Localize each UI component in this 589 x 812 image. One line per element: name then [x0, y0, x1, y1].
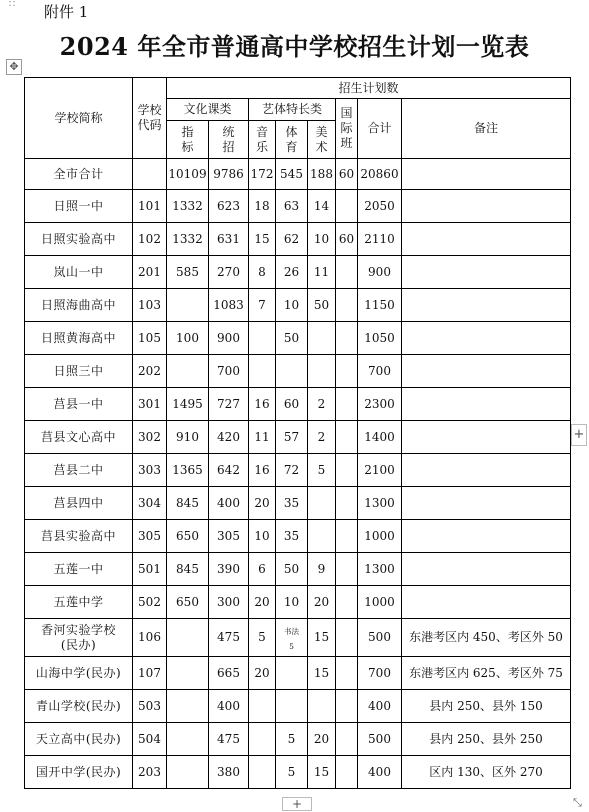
- cell-music: 18: [249, 190, 276, 223]
- drag-handle-icon[interactable]: ∷: [9, 0, 17, 10]
- cell-quota: 650: [167, 520, 209, 553]
- cell-music: 16: [249, 454, 276, 487]
- cell-remarks: [402, 520, 571, 553]
- cell-quota: [167, 756, 209, 789]
- table-row: [25, 756, 571, 789]
- cell-school-code: 106: [133, 619, 167, 657]
- cell-intl: [336, 723, 358, 756]
- cell-quota: [167, 355, 209, 388]
- cell-fine-arts: 2: [308, 421, 336, 454]
- cell-music: 172: [249, 159, 276, 190]
- cell-unified: 700: [209, 355, 249, 388]
- cell-school-name: 岚山一中: [25, 256, 133, 289]
- cell-remarks: [402, 223, 571, 256]
- cell-fine-arts: 9: [308, 553, 336, 586]
- cell-school-name: 日照一中: [25, 190, 133, 223]
- table-move-icon[interactable]: ✥: [6, 59, 22, 75]
- cell-quota: [167, 289, 209, 322]
- cell-school-name: 青山学校(民办): [25, 690, 133, 723]
- cell-intl: [336, 487, 358, 520]
- cell-sports: 26: [276, 256, 308, 289]
- cell-total: 1300: [358, 487, 402, 520]
- cell-fine-arts: [308, 520, 336, 553]
- cell-intl: [336, 586, 358, 619]
- cell-fine-arts: 15: [308, 657, 336, 690]
- cell-sports: [276, 690, 308, 723]
- cell-remarks: [402, 553, 571, 586]
- cell-school-name: 五莲中学: [25, 586, 133, 619]
- cell-fine-arts: 10: [308, 223, 336, 256]
- cell-school-code: [133, 159, 167, 190]
- cell-quota: [167, 690, 209, 723]
- cell-unified: 665: [209, 657, 249, 690]
- cell-sports: 50: [276, 553, 308, 586]
- table-row: [25, 322, 571, 355]
- cell-remarks: 区内 130、区外 270: [402, 756, 571, 789]
- cell-music: [249, 690, 276, 723]
- table-row: [25, 355, 571, 388]
- cell-unified: 1083: [209, 289, 249, 322]
- cell-sports: [276, 355, 308, 388]
- cell-music: [249, 723, 276, 756]
- cell-remarks: [402, 421, 571, 454]
- cell-school-code: 202: [133, 355, 167, 388]
- cell-quota: 1365: [167, 454, 209, 487]
- cell-fine-arts: 20: [308, 723, 336, 756]
- header-unified: 统 招: [209, 121, 249, 159]
- cell-quota: 1332: [167, 190, 209, 223]
- cell-unified: 642: [209, 454, 249, 487]
- cell-school-code: 501: [133, 553, 167, 586]
- cell-total: 400: [358, 756, 402, 789]
- cell-sports: 60: [276, 388, 308, 421]
- header-remarks: 备注: [402, 99, 571, 159]
- cell-school-code: 302: [133, 421, 167, 454]
- cell-quota: 1332: [167, 223, 209, 256]
- cell-intl: 60: [336, 159, 358, 190]
- cell-fine-arts: 2: [308, 388, 336, 421]
- cell-school-name: 香河实验学校 (民办): [25, 619, 133, 657]
- table-body: [25, 159, 571, 789]
- header-school-code: 学校 代码: [133, 78, 167, 159]
- cell-quota: 585: [167, 256, 209, 289]
- cell-music: 20: [249, 487, 276, 520]
- cell-school-name: 日照海曲高中: [25, 289, 133, 322]
- cell-intl: 60: [336, 223, 358, 256]
- cell-fine-arts: 50: [308, 289, 336, 322]
- table-row: [25, 190, 571, 223]
- cell-unified: 631: [209, 223, 249, 256]
- cell-unified: 380: [209, 756, 249, 789]
- cell-music: [249, 355, 276, 388]
- cell-intl: [336, 657, 358, 690]
- cell-intl: [336, 756, 358, 789]
- cell-fine-arts: [308, 322, 336, 355]
- cell-sports: 5: [276, 723, 308, 756]
- cell-total: 2100: [358, 454, 402, 487]
- cell-music: [249, 322, 276, 355]
- cell-school-name: 莒县文心高中: [25, 421, 133, 454]
- table-row: [25, 619, 571, 657]
- table-resize-icon[interactable]: ⤡: [573, 796, 582, 809]
- cell-school-code: 101: [133, 190, 167, 223]
- cell-fine-arts: 11: [308, 256, 336, 289]
- table-row: [25, 553, 571, 586]
- table-row: [25, 520, 571, 553]
- cell-school-code: 304: [133, 487, 167, 520]
- cell-school-name: 日照三中: [25, 355, 133, 388]
- header-intl: 国 际 班: [336, 99, 358, 159]
- cell-remarks: [402, 388, 571, 421]
- cell-remarks: 县内 250、县外 150: [402, 690, 571, 723]
- cell-fine-arts: [308, 355, 336, 388]
- cell-school-name: 山海中学(民办): [25, 657, 133, 690]
- cell-unified: 900: [209, 322, 249, 355]
- table-row: [25, 454, 571, 487]
- cell-music: 15: [249, 223, 276, 256]
- cell-sports: 10: [276, 586, 308, 619]
- cell-total: 400: [358, 690, 402, 723]
- cell-remarks: [402, 256, 571, 289]
- header-quota: 指 标: [167, 121, 209, 159]
- cell-school-name: 全市合计: [25, 159, 133, 190]
- cell-unified: 400: [209, 487, 249, 520]
- page-title: 2024 年全市普通高中学校招生计划一览表: [59, 32, 530, 61]
- header-music: 音 乐: [249, 121, 276, 159]
- cell-music: 5: [249, 619, 276, 657]
- cell-school-name: 日照实验高中: [25, 223, 133, 256]
- cell-sports: 72: [276, 454, 308, 487]
- cell-intl: [336, 256, 358, 289]
- cell-intl: [336, 454, 358, 487]
- cell-intl: [336, 289, 358, 322]
- cell-school-code: 201: [133, 256, 167, 289]
- cell-remarks: [402, 289, 571, 322]
- cell-intl: [336, 690, 358, 723]
- cell-remarks: 东港考区内 625、考区外 75: [402, 657, 571, 690]
- cell-quota: [167, 723, 209, 756]
- cell-total: 1000: [358, 586, 402, 619]
- cell-intl: [336, 355, 358, 388]
- add-column-button[interactable]: +: [571, 424, 587, 446]
- cell-intl: [336, 520, 358, 553]
- cell-school-name: 莒县四中: [25, 487, 133, 520]
- cell-music: 20: [249, 657, 276, 690]
- cell-quota: 650: [167, 586, 209, 619]
- cell-unified: 270: [209, 256, 249, 289]
- table-row: [25, 690, 571, 723]
- cell-unified: 475: [209, 619, 249, 657]
- cell-school-code: 105: [133, 322, 167, 355]
- cell-school-name: 日照黄海高中: [25, 322, 133, 355]
- cell-unified: 9786: [209, 159, 249, 190]
- cell-sports: 57: [276, 421, 308, 454]
- cell-fine-arts: 188: [308, 159, 336, 190]
- cell-total: 1150: [358, 289, 402, 322]
- cell-quota: 10109: [167, 159, 209, 190]
- cell-sports: 35: [276, 487, 308, 520]
- cell-school-code: 203: [133, 756, 167, 789]
- cell-school-code: 502: [133, 586, 167, 619]
- cell-unified: 475: [209, 723, 249, 756]
- cell-school-name: 莒县一中: [25, 388, 133, 421]
- cell-sports: 63: [276, 190, 308, 223]
- table-row: [25, 487, 571, 520]
- cell-quota: 1495: [167, 388, 209, 421]
- cell-total: 1300: [358, 553, 402, 586]
- cell-total: 1000: [358, 520, 402, 553]
- cell-remarks: [402, 454, 571, 487]
- table-row: [25, 223, 571, 256]
- cell-sports: 5: [276, 756, 308, 789]
- enrollment-plan-table: [24, 77, 571, 789]
- cell-sports: 书法 5: [276, 619, 308, 657]
- cell-unified: 727: [209, 388, 249, 421]
- cell-total: 2110: [358, 223, 402, 256]
- cell-music: 11: [249, 421, 276, 454]
- cell-intl: [336, 190, 358, 223]
- cell-total: 500: [358, 723, 402, 756]
- cell-school-code: 305: [133, 520, 167, 553]
- cell-remarks: 东港考区内 450、考区外 50: [402, 619, 571, 657]
- cell-music: 8: [249, 256, 276, 289]
- cell-quota: 845: [167, 553, 209, 586]
- cell-unified: 623: [209, 190, 249, 223]
- attachment-label: 附件 1: [44, 3, 89, 21]
- header-plan-count: 招生计划数: [167, 78, 571, 99]
- cell-unified: 390: [209, 553, 249, 586]
- cell-intl: [336, 553, 358, 586]
- cell-music: 7: [249, 289, 276, 322]
- header-school-name: 学校简称: [25, 78, 133, 159]
- cell-remarks: [402, 487, 571, 520]
- header-fine-arts: 美 术: [308, 121, 336, 159]
- cell-intl: [336, 322, 358, 355]
- cell-quota: [167, 619, 209, 657]
- cell-fine-arts: [308, 487, 336, 520]
- cell-school-name: 莒县实验高中: [25, 520, 133, 553]
- cell-total: 1400: [358, 421, 402, 454]
- cell-intl: [336, 421, 358, 454]
- cell-intl: [336, 388, 358, 421]
- cell-intl: [336, 619, 358, 657]
- cell-total: 1050: [358, 322, 402, 355]
- cell-school-code: 503: [133, 690, 167, 723]
- cell-remarks: [402, 586, 571, 619]
- table-row: [25, 586, 571, 619]
- cell-fine-arts: 15: [308, 619, 336, 657]
- cell-unified: 305: [209, 520, 249, 553]
- cell-sports: 35: [276, 520, 308, 553]
- table-row: [25, 159, 571, 190]
- add-row-button[interactable]: +: [282, 797, 312, 811]
- cell-total: 2050: [358, 190, 402, 223]
- cell-quota: 100: [167, 322, 209, 355]
- cell-fine-arts: [308, 690, 336, 723]
- cell-school-name: 天立高中(民办): [25, 723, 133, 756]
- cell-remarks: [402, 190, 571, 223]
- cell-school-code: 303: [133, 454, 167, 487]
- cell-total: 700: [358, 657, 402, 690]
- cell-quota: [167, 657, 209, 690]
- cell-total: 900: [358, 256, 402, 289]
- cell-remarks: [402, 159, 571, 190]
- cell-music: 16: [249, 388, 276, 421]
- cell-school-name: 莒县二中: [25, 454, 133, 487]
- cell-fine-arts: 5: [308, 454, 336, 487]
- cell-fine-arts: 20: [308, 586, 336, 619]
- cell-total: 500: [358, 619, 402, 657]
- cell-music: 6: [249, 553, 276, 586]
- cell-school-code: 107: [133, 657, 167, 690]
- cell-quota: 910: [167, 421, 209, 454]
- cell-fine-arts: 14: [308, 190, 336, 223]
- cell-sports: 545: [276, 159, 308, 190]
- cell-total: 700: [358, 355, 402, 388]
- header-total: 合计: [358, 99, 402, 159]
- cell-quota: 845: [167, 487, 209, 520]
- cell-music: 10: [249, 520, 276, 553]
- cell-fine-arts: 15: [308, 756, 336, 789]
- cell-remarks: [402, 322, 571, 355]
- cell-unified: 400: [209, 690, 249, 723]
- table-row: [25, 256, 571, 289]
- cell-school-code: 103: [133, 289, 167, 322]
- cell-sports: 10: [276, 289, 308, 322]
- cell-school-name: 国开中学(民办): [25, 756, 133, 789]
- cell-school-code: 102: [133, 223, 167, 256]
- cell-sports: [276, 657, 308, 690]
- cell-school-code: 504: [133, 723, 167, 756]
- cell-unified: 420: [209, 421, 249, 454]
- header-sports: 体 育: [276, 121, 308, 159]
- cell-total: 20860: [358, 159, 402, 190]
- table-row: [25, 289, 571, 322]
- cell-unified: 300: [209, 586, 249, 619]
- header-arts: 艺体特长类: [249, 99, 336, 121]
- table-row: [25, 723, 571, 756]
- table-row: [25, 388, 571, 421]
- table-row: [25, 421, 571, 454]
- cell-remarks: [402, 355, 571, 388]
- cell-sports: 50: [276, 322, 308, 355]
- cell-school-code: 301: [133, 388, 167, 421]
- cell-music: [249, 756, 276, 789]
- cell-school-name: 五莲一中: [25, 553, 133, 586]
- cell-remarks: 县内 250、县外 250: [402, 723, 571, 756]
- cell-sports: 62: [276, 223, 308, 256]
- header-culture: 文化课类: [167, 99, 249, 121]
- cell-music: 20: [249, 586, 276, 619]
- table-row: [25, 657, 571, 690]
- cell-total: 2300: [358, 388, 402, 421]
- table-header: [25, 78, 571, 159]
